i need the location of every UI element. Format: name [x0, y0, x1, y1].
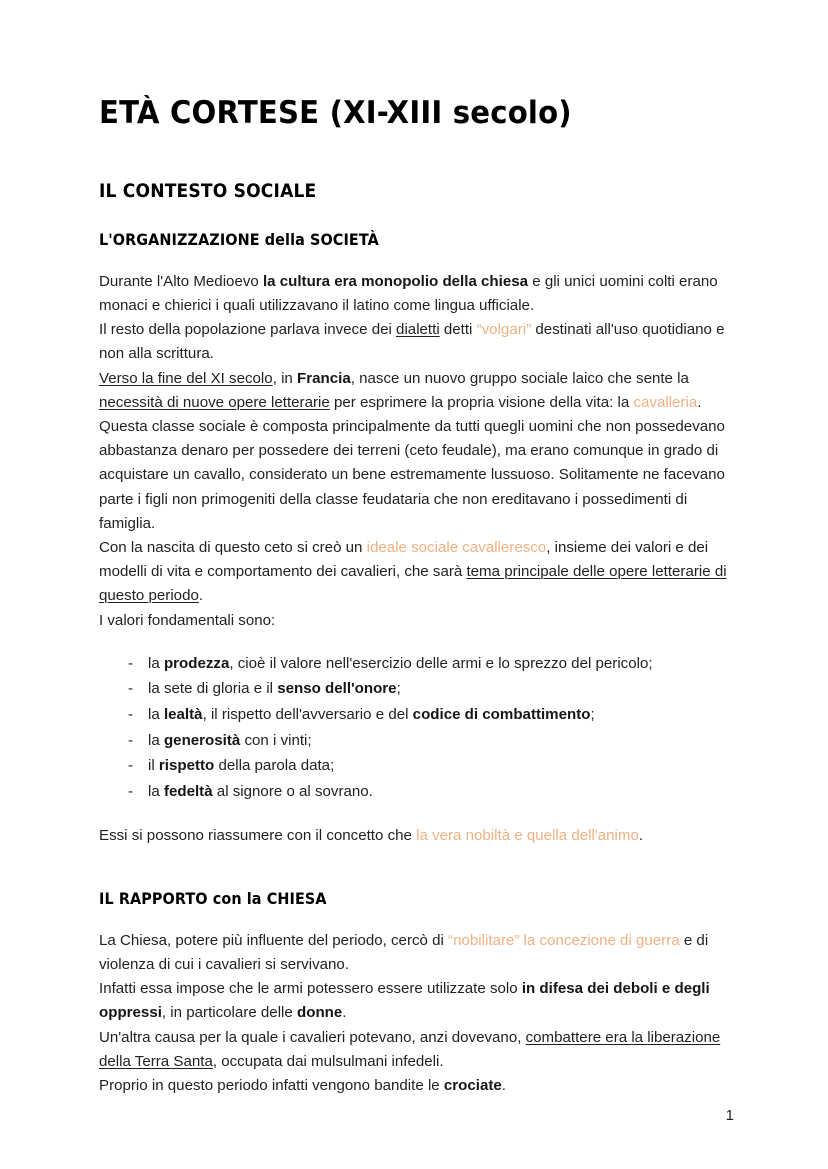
text-run: Proprio in questo periodo infatti vengono bandite le [99, 1076, 444, 1094]
bold-text: codice di combattimento [412, 705, 591, 723]
underlined-text: combattere era la liberazione della Terra Santa [99, 1028, 721, 1070]
subsection-heading-rapporto-chiesa: IL RAPPORTO con la CHIESA [99, 888, 327, 908]
text-run: Con la nascita di questo ceto si creò un [99, 538, 367, 556]
text-run: , in [272, 369, 298, 387]
text-run: Durante l'Alto Medioevo [99, 272, 263, 290]
text-run: al signore o al sovrano. [212, 782, 373, 800]
list-item-text [148, 706, 595, 723]
bold-text: prodezza [163, 654, 230, 672]
paragraph [99, 929, 727, 977]
bold-text: generosità [163, 731, 241, 749]
underlined-text: dialetti [396, 321, 440, 339]
page-number: 1 [725, 1107, 734, 1124]
text-run: Un'altra causa per la quale i cavalieri potevano, anzi dovevano, [99, 1028, 526, 1046]
paragraph [99, 1074, 727, 1098]
underlined-text: tema principale delle opere letterarie di questo periodo [99, 563, 727, 605]
bold-text: la cultura era monopolio della chiesa [262, 272, 529, 290]
text-run: la sete di gloria e il [148, 680, 278, 698]
text-run: ; [590, 705, 595, 723]
text-run: . [198, 587, 204, 605]
text-run: destinati all'uso quotidiano e non alla scrittura. [99, 321, 725, 363]
list-item [99, 651, 727, 677]
bold-text: donne [297, 1004, 343, 1022]
highlighted-text: ideale sociale cavalleresco [366, 538, 547, 556]
text-run: ; [396, 680, 401, 698]
paragraph [99, 977, 727, 1025]
text-run: la [148, 654, 164, 672]
text-run: la [148, 782, 164, 800]
paragraph [99, 367, 727, 415]
highlighted-text: cavalleria [633, 393, 698, 411]
section-heading-contesto-sociale: IL CONTESTO SOCIALE [99, 179, 317, 202]
bold-text: fedeltà [163, 782, 213, 800]
text-run: la [148, 705, 164, 723]
list-bullet-marker: - [128, 654, 134, 672]
values-list [99, 651, 727, 805]
text-run: , occupata dai mulsulmani infedeli. [212, 1052, 444, 1070]
paragraph [99, 270, 727, 318]
text-run: e di violenza di cui i cavalieri si servivano. [99, 931, 709, 973]
text-run: Questa classe sociale è composta principalmente da tutti quegli uomini che non possedevano abbastanza denaro per possedere dei terreni (ceto feudale), ma erano comunque in grado di acquistare un cavallo, considerato un bene estremamente lussuoso. Solitamente ne facevano parte i figli non primogeniti della classe feudataria che non ereditavano i possedimenti di famiglia. [99, 417, 725, 532]
list-bullet-marker: - [128, 782, 134, 800]
bold-text: rispetto [158, 757, 215, 775]
text-run: . [638, 827, 644, 845]
text-run: . [501, 1076, 506, 1094]
subsection-heading-organizzazione-societa: L'ORGANIZZAZIONE della SOCIETÀ [99, 229, 379, 249]
text-run: , in particolare delle [161, 1004, 297, 1022]
document-content [99, 96, 727, 1098]
list-item-text [148, 655, 653, 672]
text-run: , nasce un nuovo gruppo sociale laico che sente la [350, 369, 689, 387]
paragraph [99, 609, 727, 633]
underlined-text: Verso la fine del XI secolo [99, 369, 273, 387]
bold-text: Francia [297, 369, 351, 387]
text-run: , insieme dei valori e dei modelli di vita e comportamento dei cavalieri, che sarà [99, 538, 709, 581]
list-bullet-marker: - [128, 731, 134, 749]
text-run: detti [439, 321, 477, 339]
list-item [99, 779, 727, 805]
list-item-text [148, 757, 334, 774]
text-run: la [148, 731, 164, 749]
highlighted-text: “volgari” [476, 321, 532, 339]
list-item [99, 753, 727, 779]
list-bullet-marker: - [128, 680, 134, 698]
list-bullet-marker: - [128, 757, 134, 775]
paragraph [99, 824, 727, 848]
text-run: Infatti essa impose che le armi potessero essere utilizzate solo [99, 980, 522, 998]
list-item-text [148, 732, 312, 749]
text-run: . [342, 1004, 347, 1022]
list-item [99, 728, 727, 754]
paragraph [99, 1026, 727, 1074]
text-run: Il resto della popolazione parlava invece dei [99, 321, 397, 339]
text-run: per esprimere la propria visione della vita: la [329, 393, 634, 411]
text-run: I valori fondamentali sono: [99, 611, 276, 629]
list-item-text [148, 680, 401, 697]
bold-text: crociate [443, 1076, 502, 1094]
list-bullet-marker: - [128, 705, 134, 723]
highlighted-text: la vera nobiltà e quella dell'animo [416, 827, 639, 845]
text-run: La Chiesa, potere più influente del periodo, cercò di [99, 931, 449, 949]
text-run: , cioè il valore nell'esercizio delle armi e lo sprezzo del pericolo; [229, 654, 653, 672]
underlined-text: necessità di nuove opere letterarie [99, 393, 330, 411]
text-run: . [697, 393, 702, 411]
text-run: il [148, 757, 159, 775]
text-run: della parola data; [214, 757, 335, 775]
bold-text: senso dell'onore [277, 680, 397, 698]
text-run: e gli unici uomini colti erano monaci e chierici i quali utilizzavano il latino come lingua ufficiale. [99, 272, 718, 314]
list-item-text [148, 783, 373, 800]
bold-text: in difesa dei deboli e degli oppressi [99, 980, 710, 1022]
highlighted-text: “nobilitare” la concezione di guerra [448, 931, 680, 949]
bold-text: lealtà [163, 705, 203, 723]
page-title: ETÀ CORTESE (XI-XIII secolo) [99, 95, 572, 131]
text-run: , il rispetto dell'avversario e del [202, 705, 413, 723]
paragraph [99, 318, 727, 366]
paragraph [99, 536, 727, 609]
text-run: con i vinti; [240, 731, 312, 749]
text-run: Essi si possono riassumere con il concetto che [99, 827, 417, 845]
paragraph [99, 415, 727, 536]
list-item [99, 676, 727, 702]
list-item [99, 702, 727, 728]
